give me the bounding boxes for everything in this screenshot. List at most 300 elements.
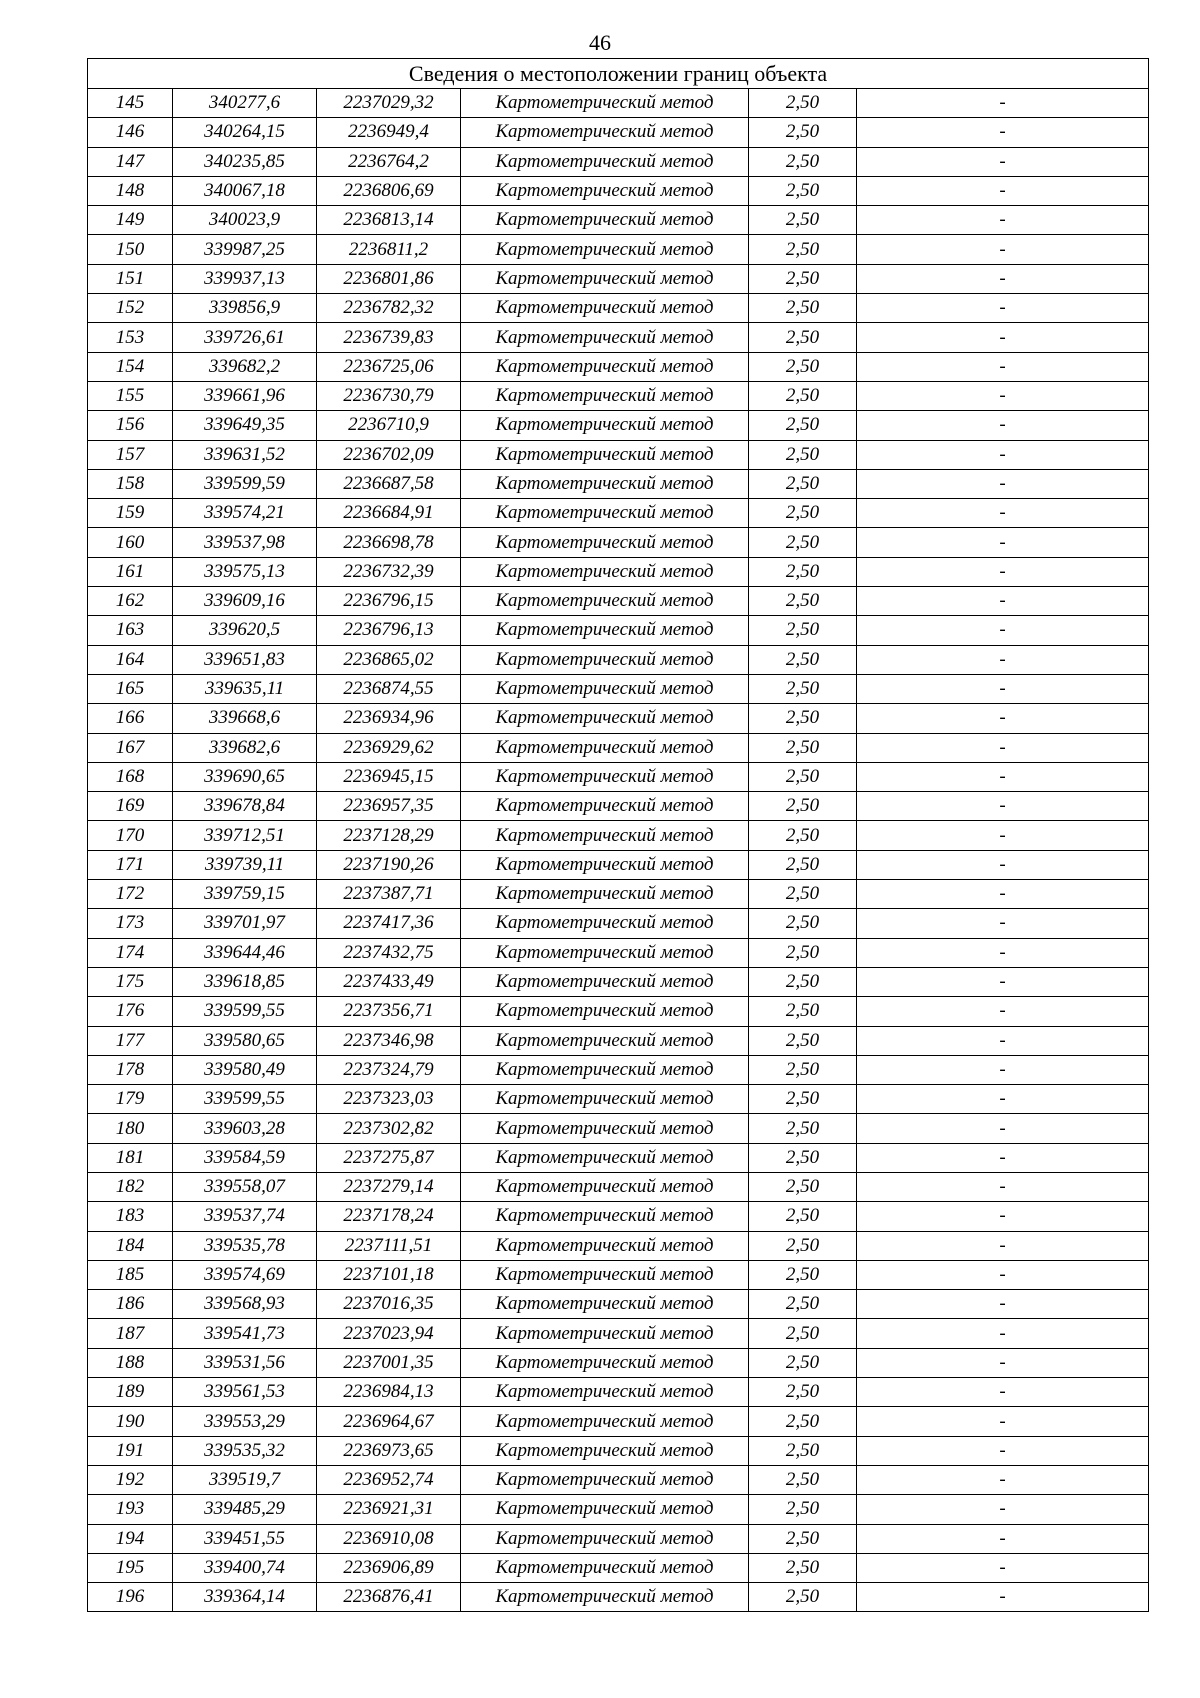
point-number-cell: 167 <box>88 733 173 762</box>
x-coordinate-cell: 339631,52 <box>173 440 317 469</box>
y-coordinate-cell: 2237346,98 <box>317 1026 461 1055</box>
x-coordinate-cell: 340277,6 <box>173 89 317 118</box>
y-coordinate-cell: 2237178,24 <box>317 1202 461 1231</box>
x-coordinate-cell: 339620,5 <box>173 616 317 645</box>
y-coordinate-cell: 2236874,55 <box>317 674 461 703</box>
point-number-cell: 152 <box>88 294 173 323</box>
accuracy-cell: 2,50 <box>749 235 857 264</box>
description-cell: - <box>857 1143 1149 1172</box>
description-cell: - <box>857 733 1149 762</box>
point-number-cell: 160 <box>88 528 173 557</box>
x-coordinate-cell: 339682,6 <box>173 733 317 762</box>
method-cell: Картометрический метод <box>461 411 749 440</box>
point-number-cell: 190 <box>88 1407 173 1436</box>
description-cell: - <box>857 1085 1149 1114</box>
x-coordinate-cell: 339558,07 <box>173 1172 317 1201</box>
x-coordinate-cell: 339531,56 <box>173 1348 317 1377</box>
table-row <box>88 880 1149 909</box>
y-coordinate-cell: 2236732,39 <box>317 557 461 586</box>
x-coordinate-cell: 339575,13 <box>173 557 317 586</box>
point-number-cell: 178 <box>88 1055 173 1084</box>
y-coordinate-cell: 2236687,58 <box>317 469 461 498</box>
description-cell: - <box>857 411 1149 440</box>
accuracy-cell: 2,50 <box>749 411 857 440</box>
method-cell: Картометрический метод <box>461 1055 749 1084</box>
x-coordinate-cell: 340023,9 <box>173 206 317 235</box>
point-number-cell: 171 <box>88 850 173 879</box>
x-coordinate-cell: 339712,51 <box>173 821 317 850</box>
x-coordinate-cell: 340264,15 <box>173 118 317 147</box>
description-cell: - <box>857 880 1149 909</box>
table-row <box>88 352 1149 381</box>
x-coordinate-cell: 339553,29 <box>173 1407 317 1436</box>
description-cell: - <box>857 1436 1149 1465</box>
table-body <box>88 59 1149 1612</box>
point-number-cell: 186 <box>88 1290 173 1319</box>
x-coordinate-cell: 339618,85 <box>173 967 317 996</box>
method-cell: Картометрический метод <box>461 997 749 1026</box>
description-cell: - <box>857 1172 1149 1201</box>
accuracy-cell: 2,50 <box>749 1143 857 1172</box>
accuracy-cell: 2,50 <box>749 1436 857 1465</box>
point-number-cell: 163 <box>88 616 173 645</box>
description-cell: - <box>857 1319 1149 1348</box>
accuracy-cell: 2,50 <box>749 967 857 996</box>
method-cell: Картометрический метод <box>461 938 749 967</box>
x-coordinate-cell: 339726,61 <box>173 323 317 352</box>
x-coordinate-cell: 340235,85 <box>173 147 317 176</box>
accuracy-cell: 2,50 <box>749 147 857 176</box>
accuracy-cell: 2,50 <box>749 1114 857 1143</box>
point-number-cell: 165 <box>88 674 173 703</box>
table-row <box>88 704 1149 733</box>
table-row <box>88 499 1149 528</box>
point-number-cell: 164 <box>88 645 173 674</box>
point-number-cell: 150 <box>88 235 173 264</box>
x-coordinate-cell: 339739,11 <box>173 850 317 879</box>
page-number: 46 <box>589 30 611 55</box>
x-coordinate-cell: 339856,9 <box>173 294 317 323</box>
description-cell: - <box>857 294 1149 323</box>
y-coordinate-cell: 2236764,2 <box>317 147 461 176</box>
x-coordinate-cell: 339364,14 <box>173 1583 317 1612</box>
description-cell: - <box>857 1407 1149 1436</box>
y-coordinate-cell: 2236865,02 <box>317 645 461 674</box>
accuracy-cell: 2,50 <box>749 1319 857 1348</box>
table-row <box>88 1026 1149 1055</box>
accuracy-cell: 2,50 <box>749 557 857 586</box>
point-number-cell: 177 <box>88 1026 173 1055</box>
description-cell: - <box>857 206 1149 235</box>
method-cell: Картометрический метод <box>461 89 749 118</box>
y-coordinate-cell: 2237128,29 <box>317 821 461 850</box>
x-coordinate-cell: 339580,65 <box>173 1026 317 1055</box>
point-number-cell: 170 <box>88 821 173 850</box>
y-coordinate-cell: 2236725,06 <box>317 352 461 381</box>
description-cell: - <box>857 967 1149 996</box>
point-number-cell: 156 <box>88 411 173 440</box>
y-coordinate-cell: 2237302,82 <box>317 1114 461 1143</box>
y-coordinate-cell: 2236906,89 <box>317 1553 461 1582</box>
point-number-cell: 194 <box>88 1524 173 1553</box>
y-coordinate-cell: 2237029,32 <box>317 89 461 118</box>
y-coordinate-cell: 2237023,94 <box>317 1319 461 1348</box>
point-number-cell: 191 <box>88 1436 173 1465</box>
table-row <box>88 616 1149 645</box>
y-coordinate-cell: 2236910,08 <box>317 1524 461 1553</box>
accuracy-cell: 2,50 <box>749 1495 857 1524</box>
point-number-cell: 195 <box>88 1553 173 1582</box>
accuracy-cell: 2,50 <box>749 704 857 733</box>
description-cell: - <box>857 557 1149 586</box>
method-cell: Картометрический метод <box>461 821 749 850</box>
description-cell: - <box>857 1524 1149 1553</box>
x-coordinate-cell: 339568,93 <box>173 1290 317 1319</box>
y-coordinate-cell: 2236964,67 <box>317 1407 461 1436</box>
method-cell: Картометрический метод <box>461 1465 749 1494</box>
method-cell: Картометрический метод <box>461 1202 749 1231</box>
point-number-cell: 162 <box>88 587 173 616</box>
table-row <box>88 1465 1149 1494</box>
point-number-cell: 192 <box>88 1465 173 1494</box>
y-coordinate-cell: 2236801,86 <box>317 264 461 293</box>
table-row <box>88 821 1149 850</box>
description-cell: - <box>857 587 1149 616</box>
x-coordinate-cell: 339535,78 <box>173 1231 317 1260</box>
y-coordinate-cell: 2236957,35 <box>317 792 461 821</box>
description-cell: - <box>857 440 1149 469</box>
description-cell: - <box>857 528 1149 557</box>
description-cell: - <box>857 381 1149 410</box>
method-cell: Картометрический метод <box>461 1114 749 1143</box>
accuracy-cell: 2,50 <box>749 821 857 850</box>
table-row <box>88 557 1149 586</box>
table-row <box>88 1172 1149 1201</box>
description-cell: - <box>857 1553 1149 1582</box>
point-number-cell: 187 <box>88 1319 173 1348</box>
method-cell: Картометрический метод <box>461 850 749 879</box>
y-coordinate-cell: 2237387,71 <box>317 880 461 909</box>
y-coordinate-cell: 2237356,71 <box>317 997 461 1026</box>
point-number-cell: 166 <box>88 704 173 733</box>
y-coordinate-cell: 2237417,36 <box>317 909 461 938</box>
method-cell: Картометрический метод <box>461 762 749 791</box>
x-coordinate-cell: 339678,84 <box>173 792 317 821</box>
y-coordinate-cell: 2236929,62 <box>317 733 461 762</box>
table-row <box>88 1319 1149 1348</box>
description-cell: - <box>857 1202 1149 1231</box>
accuracy-cell: 2,50 <box>749 762 857 791</box>
x-coordinate-cell: 339690,65 <box>173 762 317 791</box>
accuracy-cell: 2,50 <box>749 1407 857 1436</box>
table-row <box>88 1583 1149 1612</box>
table-row <box>88 850 1149 879</box>
y-coordinate-cell: 2236739,83 <box>317 323 461 352</box>
table-title-row <box>88 59 1149 89</box>
method-cell: Картометрический метод <box>461 440 749 469</box>
method-cell: Картометрический метод <box>461 528 749 557</box>
method-cell: Картометрический метод <box>461 1407 749 1436</box>
table-row <box>88 294 1149 323</box>
accuracy-cell: 2,50 <box>749 118 857 147</box>
y-coordinate-cell: 2237101,18 <box>317 1260 461 1289</box>
method-cell: Картометрический метод <box>461 264 749 293</box>
description-cell: - <box>857 997 1149 1026</box>
method-cell: Картометрический метод <box>461 557 749 586</box>
accuracy-cell: 2,50 <box>749 645 857 674</box>
accuracy-cell: 2,50 <box>749 1348 857 1377</box>
table-row <box>88 1407 1149 1436</box>
table-row <box>88 1378 1149 1407</box>
accuracy-cell: 2,50 <box>749 1465 857 1494</box>
description-cell: - <box>857 909 1149 938</box>
point-number-cell: 181 <box>88 1143 173 1172</box>
y-coordinate-cell: 2236796,15 <box>317 587 461 616</box>
method-cell: Картометрический метод <box>461 1319 749 1348</box>
point-number-cell: 151 <box>88 264 173 293</box>
table-row <box>88 411 1149 440</box>
y-coordinate-cell: 2236698,78 <box>317 528 461 557</box>
method-cell: Картометрический метод <box>461 1085 749 1114</box>
table-row <box>88 469 1149 498</box>
y-coordinate-cell: 2236984,13 <box>317 1378 461 1407</box>
accuracy-cell: 2,50 <box>749 1231 857 1260</box>
accuracy-cell: 2,50 <box>749 499 857 528</box>
accuracy-cell: 2,50 <box>749 176 857 205</box>
x-coordinate-cell: 339937,13 <box>173 264 317 293</box>
accuracy-cell: 2,50 <box>749 997 857 1026</box>
description-cell: - <box>857 1583 1149 1612</box>
method-cell: Картометрический метод <box>461 1172 749 1201</box>
table-row <box>88 587 1149 616</box>
description-cell: - <box>857 792 1149 821</box>
y-coordinate-cell: 2237279,14 <box>317 1172 461 1201</box>
method-cell: Картометрический метод <box>461 909 749 938</box>
x-coordinate-cell: 339561,53 <box>173 1378 317 1407</box>
y-coordinate-cell: 2236806,69 <box>317 176 461 205</box>
method-cell: Картометрический метод <box>461 1231 749 1260</box>
x-coordinate-cell: 339584,59 <box>173 1143 317 1172</box>
x-coordinate-cell: 339644,46 <box>173 938 317 967</box>
method-cell: Картометрический метод <box>461 587 749 616</box>
accuracy-cell: 2,50 <box>749 1202 857 1231</box>
y-coordinate-cell: 2237323,03 <box>317 1085 461 1114</box>
accuracy-cell: 2,50 <box>749 1055 857 1084</box>
description-cell: - <box>857 469 1149 498</box>
point-number-cell: 184 <box>88 1231 173 1260</box>
y-coordinate-cell: 2236949,4 <box>317 118 461 147</box>
method-cell: Картометрический метод <box>461 323 749 352</box>
description-cell: - <box>857 1465 1149 1494</box>
method-cell: Картометрический метод <box>461 1583 749 1612</box>
method-cell: Картометрический метод <box>461 294 749 323</box>
method-cell: Картометрический метод <box>461 645 749 674</box>
method-cell: Картометрический метод <box>461 880 749 909</box>
method-cell: Картометрический метод <box>461 674 749 703</box>
table-row <box>88 1290 1149 1319</box>
method-cell: Картометрический метод <box>461 381 749 410</box>
description-cell: - <box>857 821 1149 850</box>
boundary-coordinates-table <box>87 58 1149 1612</box>
point-number-cell: 147 <box>88 147 173 176</box>
method-cell: Картометрический метод <box>461 1348 749 1377</box>
description-cell: - <box>857 1231 1149 1260</box>
point-number-cell: 146 <box>88 118 173 147</box>
table-row <box>88 1348 1149 1377</box>
accuracy-cell: 2,50 <box>749 469 857 498</box>
accuracy-cell: 2,50 <box>749 1524 857 1553</box>
accuracy-cell: 2,50 <box>749 880 857 909</box>
x-coordinate-cell: 339609,16 <box>173 587 317 616</box>
x-coordinate-cell: 339682,2 <box>173 352 317 381</box>
method-cell: Картометрический метод <box>461 1553 749 1582</box>
y-coordinate-cell: 2236934,96 <box>317 704 461 733</box>
table-row <box>88 645 1149 674</box>
point-number-cell: 145 <box>88 89 173 118</box>
y-coordinate-cell: 2236684,91 <box>317 499 461 528</box>
method-cell: Картометрический метод <box>461 792 749 821</box>
table-row <box>88 1143 1149 1172</box>
description-cell: - <box>857 147 1149 176</box>
accuracy-cell: 2,50 <box>749 1290 857 1319</box>
table-row <box>88 440 1149 469</box>
description-cell: - <box>857 645 1149 674</box>
point-number-cell: 157 <box>88 440 173 469</box>
accuracy-cell: 2,50 <box>749 206 857 235</box>
point-number-cell: 176 <box>88 997 173 1026</box>
y-coordinate-cell: 2236782,32 <box>317 294 461 323</box>
description-cell: - <box>857 704 1149 733</box>
y-coordinate-cell: 2236702,09 <box>317 440 461 469</box>
method-cell: Картометрический метод <box>461 616 749 645</box>
method-cell: Картометрический метод <box>461 1524 749 1553</box>
table-row <box>88 118 1149 147</box>
accuracy-cell: 2,50 <box>749 1378 857 1407</box>
accuracy-cell: 2,50 <box>749 381 857 410</box>
point-number-cell: 168 <box>88 762 173 791</box>
y-coordinate-cell: 2236945,15 <box>317 762 461 791</box>
accuracy-cell: 2,50 <box>749 323 857 352</box>
accuracy-cell: 2,50 <box>749 528 857 557</box>
point-number-cell: 155 <box>88 381 173 410</box>
accuracy-cell: 2,50 <box>749 1085 857 1114</box>
x-coordinate-cell: 339541,73 <box>173 1319 317 1348</box>
description-cell: - <box>857 850 1149 879</box>
point-number-cell: 189 <box>88 1378 173 1407</box>
table-row <box>88 674 1149 703</box>
point-number-cell: 174 <box>88 938 173 967</box>
method-cell: Картометрический метод <box>461 206 749 235</box>
description-cell: - <box>857 264 1149 293</box>
method-cell: Картометрический метод <box>461 1495 749 1524</box>
y-coordinate-cell: 2237001,35 <box>317 1348 461 1377</box>
table-row <box>88 1524 1149 1553</box>
x-coordinate-cell: 339661,96 <box>173 381 317 410</box>
y-coordinate-cell: 2237432,75 <box>317 938 461 967</box>
accuracy-cell: 2,50 <box>749 1553 857 1582</box>
description-cell: - <box>857 323 1149 352</box>
description-cell: - <box>857 1055 1149 1084</box>
table-title: Сведения о местоположении границ объекта <box>88 59 1149 89</box>
table-row <box>88 1436 1149 1465</box>
table-row <box>88 762 1149 791</box>
method-cell: Картометрический метод <box>461 469 749 498</box>
table-row <box>88 1553 1149 1582</box>
x-coordinate-cell: 339651,83 <box>173 645 317 674</box>
x-coordinate-cell: 339759,15 <box>173 880 317 909</box>
point-number-cell: 153 <box>88 323 173 352</box>
point-number-cell: 158 <box>88 469 173 498</box>
description-cell: - <box>857 938 1149 967</box>
point-number-cell: 149 <box>88 206 173 235</box>
description-cell: - <box>857 1495 1149 1524</box>
table-row <box>88 264 1149 293</box>
accuracy-cell: 2,50 <box>749 850 857 879</box>
x-coordinate-cell: 339649,35 <box>173 411 317 440</box>
method-cell: Картометрический метод <box>461 1290 749 1319</box>
table-row <box>88 1260 1149 1289</box>
table-row <box>88 1495 1149 1524</box>
y-coordinate-cell: 2237190,26 <box>317 850 461 879</box>
x-coordinate-cell: 339668,6 <box>173 704 317 733</box>
point-number-cell: 169 <box>88 792 173 821</box>
accuracy-cell: 2,50 <box>749 616 857 645</box>
accuracy-cell: 2,50 <box>749 1260 857 1289</box>
x-coordinate-cell: 339537,98 <box>173 528 317 557</box>
table-row <box>88 176 1149 205</box>
accuracy-cell: 2,50 <box>749 440 857 469</box>
description-cell: - <box>857 674 1149 703</box>
point-number-cell: 180 <box>88 1114 173 1143</box>
x-coordinate-cell: 339537,74 <box>173 1202 317 1231</box>
method-cell: Картометрический метод <box>461 1436 749 1465</box>
description-cell: - <box>857 1348 1149 1377</box>
method-cell: Картометрический метод <box>461 352 749 381</box>
y-coordinate-cell: 2237111,51 <box>317 1231 461 1260</box>
accuracy-cell: 2,50 <box>749 909 857 938</box>
y-coordinate-cell: 2237275,87 <box>317 1143 461 1172</box>
point-number-cell: 193 <box>88 1495 173 1524</box>
description-cell: - <box>857 1026 1149 1055</box>
method-cell: Картометрический метод <box>461 1260 749 1289</box>
method-cell: Картометрический метод <box>461 118 749 147</box>
table-row <box>88 1055 1149 1084</box>
method-cell: Картометрический метод <box>461 1378 749 1407</box>
accuracy-cell: 2,50 <box>749 587 857 616</box>
description-cell: - <box>857 89 1149 118</box>
method-cell: Картометрический метод <box>461 1026 749 1055</box>
accuracy-cell: 2,50 <box>749 264 857 293</box>
y-coordinate-cell: 2236973,65 <box>317 1436 461 1465</box>
method-cell: Картометрический метод <box>461 147 749 176</box>
point-number-cell: 154 <box>88 352 173 381</box>
point-number-cell: 148 <box>88 176 173 205</box>
table-row <box>88 206 1149 235</box>
x-coordinate-cell: 339574,69 <box>173 1260 317 1289</box>
description-cell: - <box>857 499 1149 528</box>
x-coordinate-cell: 339451,55 <box>173 1524 317 1553</box>
method-cell: Картометрический метод <box>461 499 749 528</box>
y-coordinate-cell: 2236710,9 <box>317 411 461 440</box>
table-row <box>88 938 1149 967</box>
y-coordinate-cell: 2236811,2 <box>317 235 461 264</box>
x-coordinate-cell: 339485,29 <box>173 1495 317 1524</box>
table-row <box>88 997 1149 1026</box>
accuracy-cell: 2,50 <box>749 1583 857 1612</box>
y-coordinate-cell: 2237016,35 <box>317 1290 461 1319</box>
accuracy-cell: 2,50 <box>749 733 857 762</box>
point-number-cell: 175 <box>88 967 173 996</box>
